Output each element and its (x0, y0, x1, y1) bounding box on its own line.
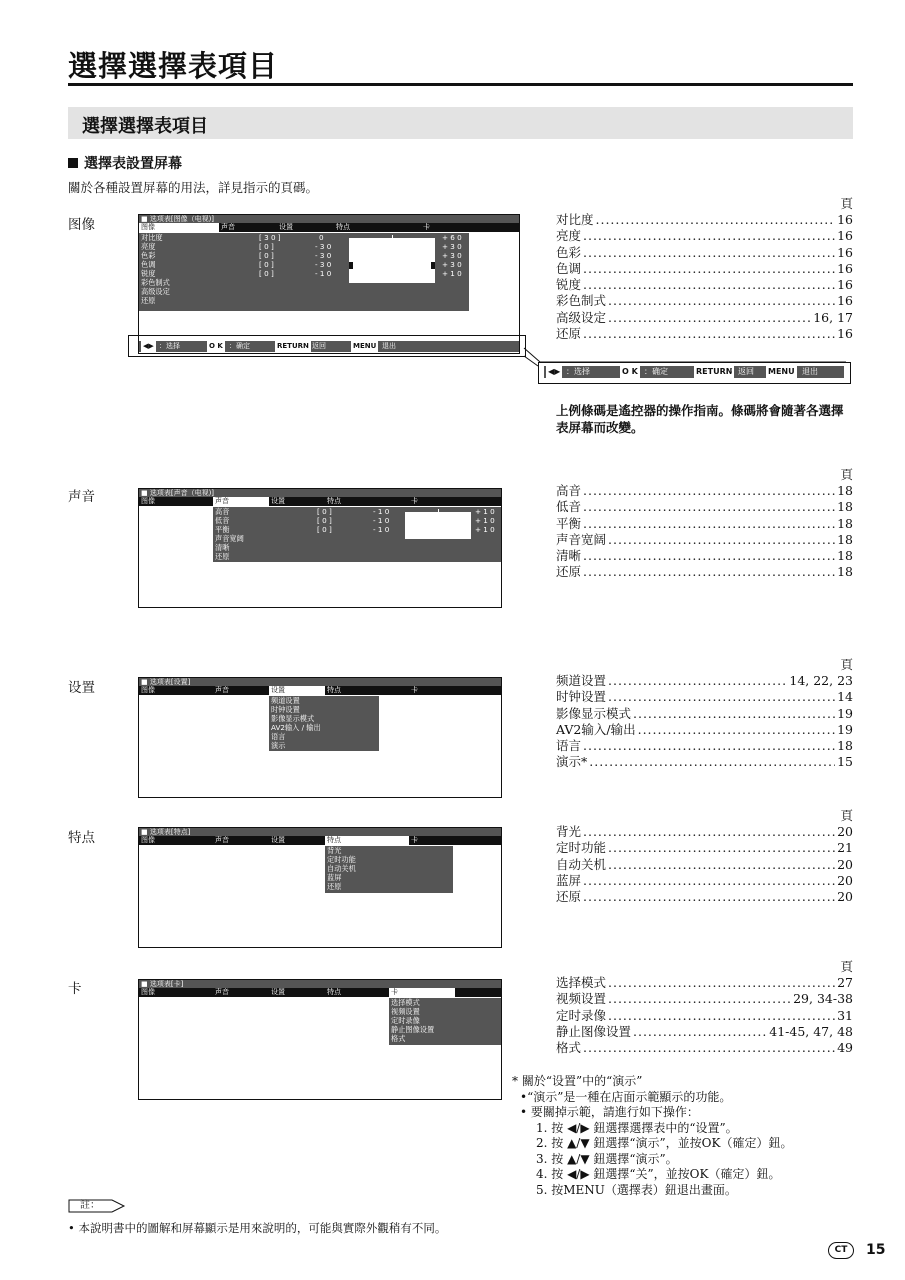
screen-tabs (139, 988, 501, 997)
category-label-picture: 图像 (68, 217, 95, 233)
menu-item: AV2输入 / 输出 (271, 723, 321, 732)
return-key: RETURN (696, 367, 733, 376)
guide-ok: ：确定 (644, 367, 668, 376)
value: [ 3 0 ] (259, 233, 281, 242)
picture-menu-panel (139, 233, 469, 311)
page-row: 时钟设置 ..... 14 (556, 689, 853, 705)
ok-key: O K (622, 367, 638, 376)
max-value: + 1 0 (475, 507, 495, 516)
value: [ 0 ] (317, 525, 332, 534)
page-row: 自动关机 ..... 20 (556, 857, 853, 873)
max-value: + 3 0 (442, 242, 462, 251)
value: [ 0 ] (259, 260, 274, 269)
features-screen-mockup (138, 827, 502, 948)
tab-sound: 声音 (213, 497, 269, 506)
min-value: - 3 0 (315, 260, 332, 269)
menu-item: 视频设置 (391, 1007, 420, 1016)
callout-outline (128, 335, 526, 357)
menu-item: 蓝屏 (327, 873, 342, 882)
tab-card: 卡 (423, 223, 430, 231)
max-value: + 1 0 (442, 269, 462, 278)
max-value: + 1 0 (475, 516, 495, 525)
page-row: 选择模式 ..... 27 (556, 975, 853, 991)
page-row: AV2输入/输出 ..... 19 (556, 722, 853, 738)
tab-sound: 声音 (215, 836, 229, 844)
menu-item: 高音 (215, 507, 230, 516)
picture-screen-mockup (138, 214, 520, 354)
screen-title: ■ 选项表[图像（电视)] (139, 215, 519, 223)
menu-item: 还原 (327, 882, 342, 891)
menu-item: 静止图像设置 (391, 1025, 435, 1034)
page-row: 高音 ..... 18 (556, 483, 853, 499)
setup-menu-panel (269, 696, 379, 751)
value: [ 0 ] (317, 516, 332, 525)
tab-card: 卡 (411, 686, 418, 694)
category-label-sound: 声音 (68, 489, 95, 505)
tab-sound: 声音 (221, 223, 235, 231)
screen-title: ■ 选项表[声音（电视)] (139, 489, 501, 497)
screen-tabs (139, 497, 501, 506)
demo-note-heading: * 關於“设置”中的“演示” (512, 1074, 643, 1088)
category-label-features: 特点 (68, 830, 95, 846)
ct-badge: CT (828, 1242, 854, 1259)
menu-item: 色调 (141, 260, 156, 269)
value: [ 0 ] (259, 251, 274, 260)
menu-item: 选择模式 (391, 998, 420, 1007)
min-value: - 1 0 (315, 269, 332, 278)
page-row: 视频设置 ..... 29, 34-38 (556, 991, 853, 1007)
square-bullet-icon (68, 158, 78, 168)
guide-select: ：选择 (566, 367, 590, 376)
page-word: 頁 (840, 657, 853, 672)
page-row: 还原 ..... 20 (556, 889, 853, 905)
picture-page-list (556, 196, 853, 342)
screen-tabs (139, 686, 501, 695)
page-row: 背光 ..... 20 (556, 824, 853, 840)
min-value: - 1 0 (373, 516, 390, 525)
tab-picture: 图像 (141, 497, 155, 505)
page-row: 影像显示模式 ..... 19 (556, 706, 853, 722)
max-value: + 1 0 (475, 525, 495, 534)
features-page-list (556, 808, 853, 905)
min-value: 0 (319, 233, 324, 242)
demo-step: 5. 按MENU（選擇表）鈕退出畫面。 (536, 1182, 737, 1197)
setup-screen-mockup (138, 677, 502, 798)
menu-item: 色彩 (141, 251, 156, 260)
value: [ 0 ] (259, 269, 274, 278)
menu-item: 低音 (215, 516, 230, 525)
page-row: 亮度 ..... 16 (556, 228, 853, 244)
page-row: 清晰 ..... 18 (556, 548, 853, 564)
menu-item: 演示 (271, 741, 286, 750)
ok-key: O K (209, 342, 223, 350)
screen-title: ■ 选项表[设置] (139, 678, 501, 686)
tab-features: 特点 (327, 686, 341, 694)
tab-picture: 图像 (141, 686, 155, 694)
demo-note-bullet: • 要關掉示範，請進行如下操作： (520, 1105, 699, 1119)
menu-item: 声音宽阔 (215, 534, 244, 543)
menu-item: 自动关机 (327, 864, 356, 873)
page-row: 演示* ..... 15 (556, 754, 853, 770)
guide-exit: ：退出 (375, 342, 396, 350)
screen-tabs (139, 223, 519, 232)
tab-setup: 设置 (271, 836, 285, 844)
intro-text: 關於各種設置屏幕的用法，詳見指示的頁碼。 (68, 180, 319, 195)
card-menu-panel (389, 998, 501, 1045)
tab-features: 特点 (325, 836, 409, 845)
tab-setup: 设置 (271, 988, 285, 996)
guide-exit: ：退出 (794, 367, 818, 376)
sound-menu-panel (213, 507, 501, 562)
page-title: 選擇選擇表項目 (68, 49, 279, 83)
page-row: 高级设定 ..... 16, 17 (556, 310, 853, 326)
page-word: 頁 (840, 196, 853, 211)
slider (349, 274, 435, 283)
max-value: + 6 0 (442, 233, 462, 242)
page-row: 还原 ..... 16 (556, 326, 853, 342)
guide-bar-enlarged (544, 366, 844, 378)
tab-picture: 图像 (139, 223, 219, 232)
max-value: + 3 0 (442, 251, 462, 260)
tab-features: 特点 (336, 223, 350, 231)
setup-page-list (556, 657, 853, 771)
demo-step: 1. 按 ◀/▶ 鈕選擇選擇表中的“设置”。 (536, 1120, 738, 1135)
arrows-icon: ◀▶ (143, 342, 154, 350)
section-bar (68, 107, 853, 139)
tab-sound: 声音 (215, 988, 229, 996)
menu-item: 还原 (215, 552, 230, 561)
page-row: 色彩 ..... 16 (556, 245, 853, 261)
menu-item: 定时功能 (327, 855, 356, 864)
menu-item: 定时录像 (391, 1016, 420, 1025)
menu-item: 时钟设置 (271, 705, 300, 714)
menu-item: 亮度 (141, 242, 156, 251)
guide-select: ：选择 (159, 342, 180, 350)
page-row: 语言 ..... 18 (556, 738, 853, 754)
note-label: 註： (80, 1200, 100, 1211)
page-row: 频道设置 ..... 14, 22, 23 (556, 673, 853, 689)
screen-title: ■ 选项表[特点] (139, 828, 501, 836)
page-row: 锐度 ..... 16 (556, 277, 853, 293)
max-value: + 3 0 (442, 260, 462, 269)
sound-screen-mockup (138, 488, 502, 608)
card-screen-mockup (138, 979, 502, 1100)
menu-item: 语言 (271, 732, 286, 741)
page-row: 低音 ..... 18 (556, 499, 853, 515)
menu-item: 锐度 (141, 269, 156, 278)
tab-features: 特点 (327, 988, 341, 996)
page-row: 彩色制式 ..... 16 (556, 293, 853, 309)
demo-step: 3. 按 ▲/▼ 鈕選擇“演示”。 (536, 1151, 678, 1166)
tab-setup: 设置 (279, 223, 293, 231)
page-row: 色调 ..... 16 (556, 261, 853, 277)
subheading (68, 153, 182, 173)
tab-setup: 设置 (269, 686, 325, 695)
section-title: 選擇選擇表項目 (82, 116, 208, 137)
menu-item: 还原 (141, 296, 156, 305)
menu-item: 频道设置 (271, 696, 300, 705)
tab-card: 卡 (389, 988, 455, 997)
features-menu-panel (325, 846, 453, 893)
min-value: - 1 0 (373, 525, 390, 534)
tab-setup: 设置 (271, 497, 285, 505)
menu-item: 对比度 (141, 233, 163, 242)
min-value: - 3 0 (315, 242, 332, 251)
page-row: 对比度 ..... 16 (556, 212, 853, 228)
min-value: - 3 0 (315, 251, 332, 260)
menu-item: 清晰 (215, 543, 230, 552)
return-key: RETURN (277, 342, 309, 350)
page-row: 静止图像设置 ..... 41-45, 47, 48 (556, 1024, 853, 1040)
page-word: 頁 (840, 808, 853, 823)
demo-note-bullet: •“演示”是一種在店面示範顯示的功能。 (520, 1089, 732, 1104)
footer-note: • 本說明書中的圖解和屏幕顯示是用來說明的，可能與實際外觀稍有不同。 (68, 1221, 447, 1235)
page-row: 定时功能 ..... 21 (556, 840, 853, 856)
tab-features: 特点 (327, 497, 341, 505)
guide-ok: ：确定 (229, 342, 250, 350)
menu-item: 影像显示模式 (271, 714, 315, 723)
demo-step: 4. 按 ◀/▶ 鈕選擇“关”，並按OK（確定）鈕。 (536, 1167, 781, 1181)
page-row: 蓝屏 ..... 20 (556, 873, 853, 889)
guide-return: ：返回 (730, 367, 754, 376)
page-row: 声音宽阔 ..... 18 (556, 532, 853, 548)
category-label-card: 卡 (68, 981, 82, 997)
arrows-icon: ◀▶ (548, 367, 561, 376)
demo-note (512, 1074, 857, 1198)
guide-note: 上例條碼是遙控器的操作指南。條碼將會隨著各選擇表屏幕而改變。 (556, 403, 844, 435)
title-rule (68, 83, 853, 86)
subheading-text: 選擇表設置屏幕 (84, 156, 182, 172)
sound-page-list (556, 467, 853, 581)
category-label-setup: 设置 (68, 680, 95, 696)
page-row: 格式 ..... 49 (556, 1040, 853, 1056)
page-row: 平衡 ..... 18 (556, 516, 853, 532)
menu-item: 格式 (391, 1034, 406, 1043)
tab-card: 卡 (411, 497, 418, 505)
tab-sound: 声音 (215, 686, 229, 694)
tab-picture: 图像 (141, 836, 155, 844)
guide-return: ：返回 (305, 342, 326, 350)
screen-title: ■ 选项表[卡] (139, 980, 501, 988)
menu-item: 背光 (327, 846, 342, 855)
menu-item: 彩色制式 (141, 278, 170, 287)
slider (405, 530, 471, 539)
page-word: 頁 (840, 959, 853, 974)
value: [ 0 ] (259, 242, 274, 251)
screen-tabs (139, 836, 501, 845)
menu-key: MENU (353, 342, 377, 350)
menu-item: 平衡 (215, 525, 230, 534)
page-row: 定时录像 ..... 31 (556, 1008, 853, 1024)
page-row: 还原 ..... 18 (556, 564, 853, 580)
page-number: 15 (866, 1242, 886, 1258)
value: [ 0 ] (317, 507, 332, 516)
tab-picture: 图像 (141, 988, 155, 996)
min-value: - 1 0 (373, 507, 390, 516)
page-word: 頁 (840, 467, 853, 482)
demo-step: 2. 按 ▲/▼ 鈕選擇“演示”，並按OK（確定）鈕。 (536, 1136, 793, 1150)
card-page-list (556, 959, 853, 1056)
menu-item: 高级设定 (141, 287, 170, 296)
tab-card: 卡 (411, 836, 418, 844)
menu-key: MENU (768, 367, 795, 376)
